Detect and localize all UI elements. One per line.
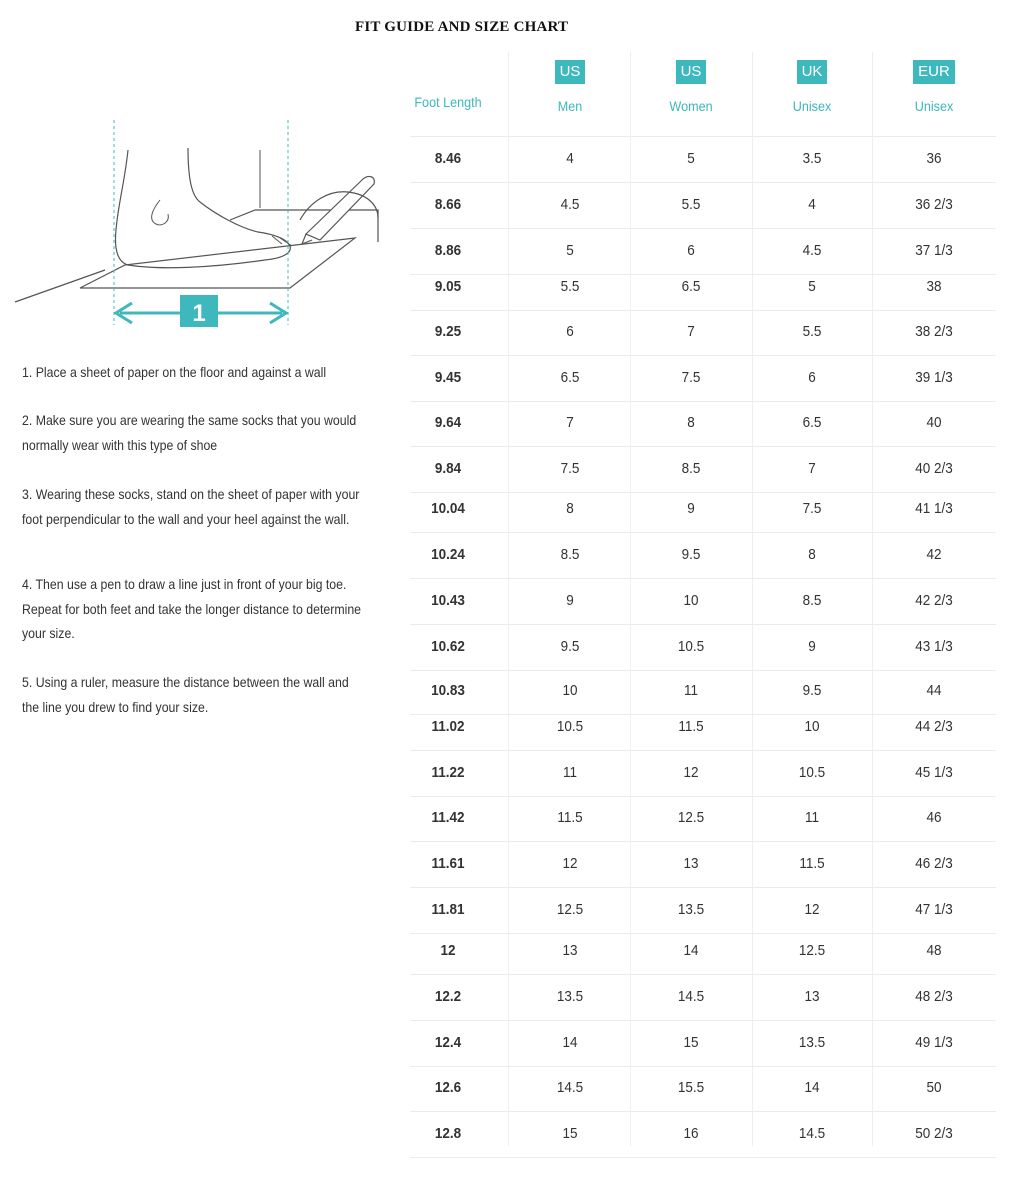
cell-uk-unisex: 6.5 <box>802 414 822 431</box>
table-row <box>410 795 996 842</box>
cell-eur-unisex: 36 2/3 <box>915 196 953 213</box>
table-row <box>410 486 996 533</box>
cell-uk-unisex: 11 <box>804 809 820 826</box>
cell-us-men: 11 <box>562 764 578 781</box>
cell-foot-length: 10.83 <box>431 682 465 699</box>
cell-foot-length: 9.25 <box>434 323 462 340</box>
column-header-eur-unisex <box>872 52 996 136</box>
cell-us-women: 6 <box>687 242 695 259</box>
column-header-foot-length <box>410 52 486 136</box>
cell-foot-length: 10.43 <box>431 592 465 609</box>
cell-us-women: 15.5 <box>677 1079 705 1096</box>
table-row <box>410 1020 996 1067</box>
cell-uk-unisex: 14.5 <box>798 1125 826 1142</box>
cell-us-women: 15 <box>683 1034 699 1051</box>
table-row <box>410 136 996 183</box>
cell-us-men: 10.5 <box>556 718 584 735</box>
cell-us-women: 10 <box>683 592 699 609</box>
cell-us-women: 7.5 <box>681 369 701 386</box>
cell-us-men: 13.5 <box>556 988 584 1005</box>
instruction-step-5: 5. Using a ruler, measure the distance between the wall and the line you drew to find your size. <box>22 674 349 715</box>
cell-foot-length: 11.81 <box>431 901 465 918</box>
cell-us-men: 9 <box>566 592 574 609</box>
cell-eur-unisex: 44 <box>926 682 942 699</box>
table-row <box>410 532 996 579</box>
cell-foot-length: 12.6 <box>434 1079 462 1096</box>
foot-measuring-illustration <box>10 110 390 335</box>
cell-uk-unisex: 6 <box>808 369 816 386</box>
cell-uk-unisex: 7 <box>808 460 816 477</box>
cell-eur-unisex: 42 <box>926 546 942 563</box>
cell-us-men: 10 <box>562 682 578 699</box>
cell-eur-unisex: 50 <box>926 1079 942 1096</box>
cell-eur-unisex: 40 2/3 <box>915 460 953 477</box>
instruction-step-1: 1. Place a sheet of paper on the floor and against a wall <box>22 364 327 380</box>
cell-us-women: 16 <box>683 1125 699 1142</box>
table-row <box>410 928 996 975</box>
cell-uk-unisex: 8.5 <box>802 592 822 609</box>
cell-foot-length: 12.8 <box>434 1125 462 1142</box>
size-chart-table <box>410 52 996 1142</box>
cell-uk-unisex: 11.5 <box>799 855 825 872</box>
cell-eur-unisex: 44 2/3 <box>915 718 953 735</box>
instruction-step-2: 2. Make sure you are wearing the same socks that you would normally wear with this type of shoe <box>22 412 357 453</box>
table-row <box>410 578 996 625</box>
cell-us-men: 9.5 <box>560 638 580 655</box>
cell-foot-length: 9.05 <box>434 278 462 295</box>
column-tag: UK <box>797 60 828 84</box>
cell-foot-length: 8.66 <box>434 196 462 213</box>
table-row <box>410 704 996 751</box>
cell-foot-length: 10.04 <box>431 500 465 517</box>
table-row <box>410 841 996 888</box>
cell-us-men: 6.5 <box>560 369 580 386</box>
cell-uk-unisex: 7.5 <box>802 500 822 517</box>
cell-us-women: 11 <box>683 682 699 699</box>
table-row <box>410 264 996 311</box>
cell-foot-length: 11.22 <box>431 764 465 781</box>
cell-eur-unisex: 47 1/3 <box>915 901 953 918</box>
cell-eur-unisex: 46 <box>926 809 942 826</box>
cell-uk-unisex: 10 <box>804 718 820 735</box>
cell-uk-unisex: 4 <box>808 196 816 213</box>
cell-eur-unisex: 39 1/3 <box>915 369 953 386</box>
table-row <box>410 750 996 797</box>
cell-us-women: 14.5 <box>677 988 705 1005</box>
cell-eur-unisex: 38 2/3 <box>915 323 953 340</box>
cell-us-women: 12 <box>683 764 699 781</box>
cell-us-women: 12.5 <box>677 809 705 826</box>
table-row <box>410 309 996 356</box>
cell-us-men: 12 <box>562 855 578 872</box>
cell-foot-length: 12.2 <box>434 988 462 1005</box>
table-row <box>410 1065 996 1112</box>
column-label: Unisex <box>792 98 832 114</box>
cell-us-men: 8.5 <box>560 546 580 563</box>
instruction-step-3: 3. Wearing these socks, stand on the sheet of paper with your foot perpendicular to the wall and your heel against the wall. <box>22 486 360 527</box>
cell-uk-unisex: 5.5 <box>802 323 822 340</box>
cell-uk-unisex: 14 <box>804 1079 820 1096</box>
cell-uk-unisex: 13.5 <box>798 1034 826 1051</box>
cell-foot-length: 10.24 <box>431 546 465 563</box>
cell-uk-unisex: 12.5 <box>798 942 826 959</box>
cell-us-men: 4 <box>566 150 574 167</box>
cell-us-women: 8.5 <box>681 460 701 477</box>
cell-foot-length: 11.42 <box>431 809 465 826</box>
cell-us-women: 10.5 <box>677 638 705 655</box>
cell-uk-unisex: 4.5 <box>802 242 822 259</box>
page-title: FIT GUIDE AND SIZE CHART <box>355 19 569 35</box>
cell-us-women: 13 <box>683 855 699 872</box>
cell-eur-unisex: 36 <box>926 150 942 167</box>
column-tag: EUR <box>913 60 955 84</box>
cell-us-women: 8 <box>687 414 695 431</box>
instruction-step-4: 4. Then use a pen to draw a line just in front of your big toe. Repeat for both feet and take the longer distance to determine your size. <box>22 576 362 641</box>
cell-us-men: 5.5 <box>560 278 580 295</box>
cell-eur-unisex: 42 2/3 <box>915 592 953 609</box>
cell-us-men: 4.5 <box>560 196 580 213</box>
cell-us-men: 11.5 <box>557 809 583 826</box>
table-row <box>410 355 996 402</box>
cell-foot-length: 12.4 <box>434 1034 462 1051</box>
cell-us-men: 5 <box>566 242 574 259</box>
cell-uk-unisex: 9.5 <box>802 682 822 699</box>
cell-foot-length: 12 <box>440 942 456 959</box>
cell-us-men: 7.5 <box>560 460 580 477</box>
step-number: 1 <box>192 300 206 327</box>
cell-uk-unisex: 13 <box>804 988 820 1005</box>
table-header <box>410 52 996 137</box>
column-label: Women <box>669 98 713 114</box>
cell-eur-unisex: 48 <box>926 942 942 959</box>
cell-foot-length: 11.61 <box>431 855 465 872</box>
cell-eur-unisex: 38 <box>926 278 942 295</box>
cell-foot-length: 9.84 <box>434 460 462 477</box>
column-header-uk-unisex <box>752 52 872 136</box>
cell-foot-length: 11.02 <box>431 718 465 735</box>
cell-eur-unisex: 48 2/3 <box>915 988 953 1005</box>
cell-uk-unisex: 12 <box>804 901 820 918</box>
column-label: Unisex <box>914 98 954 114</box>
table-row <box>410 624 996 671</box>
cell-uk-unisex: 3.5 <box>802 150 822 167</box>
column-label: Foot Length <box>414 94 482 110</box>
cell-eur-unisex: 45 1/3 <box>915 764 953 781</box>
table-row <box>410 1111 996 1158</box>
cell-us-men: 15 <box>562 1125 578 1142</box>
cell-foot-length: 9.64 <box>434 414 462 431</box>
column-header-us-women <box>630 52 752 136</box>
table-row <box>410 887 996 934</box>
table-row <box>410 400 996 447</box>
cell-eur-unisex: 49 1/3 <box>915 1034 953 1051</box>
foot-on-paper-drawing <box>10 110 390 335</box>
cell-us-women: 9 <box>687 500 695 517</box>
cell-foot-length: 10.62 <box>431 638 465 655</box>
table-row <box>410 974 996 1021</box>
cell-uk-unisex: 5 <box>808 278 816 295</box>
cell-eur-unisex: 41 1/3 <box>915 500 953 517</box>
cell-us-men: 14.5 <box>556 1079 584 1096</box>
cell-us-men: 13 <box>562 942 578 959</box>
cell-us-men: 8 <box>566 500 574 517</box>
cell-us-women: 7 <box>687 323 695 340</box>
cell-us-men: 14 <box>562 1034 578 1051</box>
cell-us-men: 12.5 <box>556 901 584 918</box>
column-label: Men <box>557 98 583 114</box>
cell-eur-unisex: 43 1/3 <box>915 638 953 655</box>
cell-uk-unisex: 9 <box>808 638 816 655</box>
table-row <box>410 182 996 229</box>
cell-uk-unisex: 10.5 <box>798 764 826 781</box>
column-header-us-men <box>510 52 630 136</box>
cell-foot-length: 8.46 <box>434 150 462 167</box>
column-tag: US <box>676 60 707 84</box>
cell-eur-unisex: 40 <box>926 414 942 431</box>
cell-us-women: 9.5 <box>681 546 701 563</box>
cell-uk-unisex: 8 <box>808 546 816 563</box>
cell-foot-length: 8.86 <box>434 242 462 259</box>
cell-us-women: 11.5 <box>678 718 704 735</box>
column-tag: US <box>555 60 586 84</box>
cell-eur-unisex: 50 2/3 <box>915 1125 953 1142</box>
cell-us-women: 6.5 <box>681 278 701 295</box>
cell-us-women: 5.5 <box>681 196 701 213</box>
cell-us-women: 5 <box>687 150 695 167</box>
cell-eur-unisex: 46 2/3 <box>915 855 953 872</box>
cell-us-men: 7 <box>566 414 574 431</box>
cell-foot-length: 9.45 <box>434 369 462 386</box>
cell-us-women: 14 <box>683 942 699 959</box>
cell-us-men: 6 <box>566 323 574 340</box>
cell-eur-unisex: 37 1/3 <box>915 242 953 259</box>
cell-us-women: 13.5 <box>677 901 705 918</box>
